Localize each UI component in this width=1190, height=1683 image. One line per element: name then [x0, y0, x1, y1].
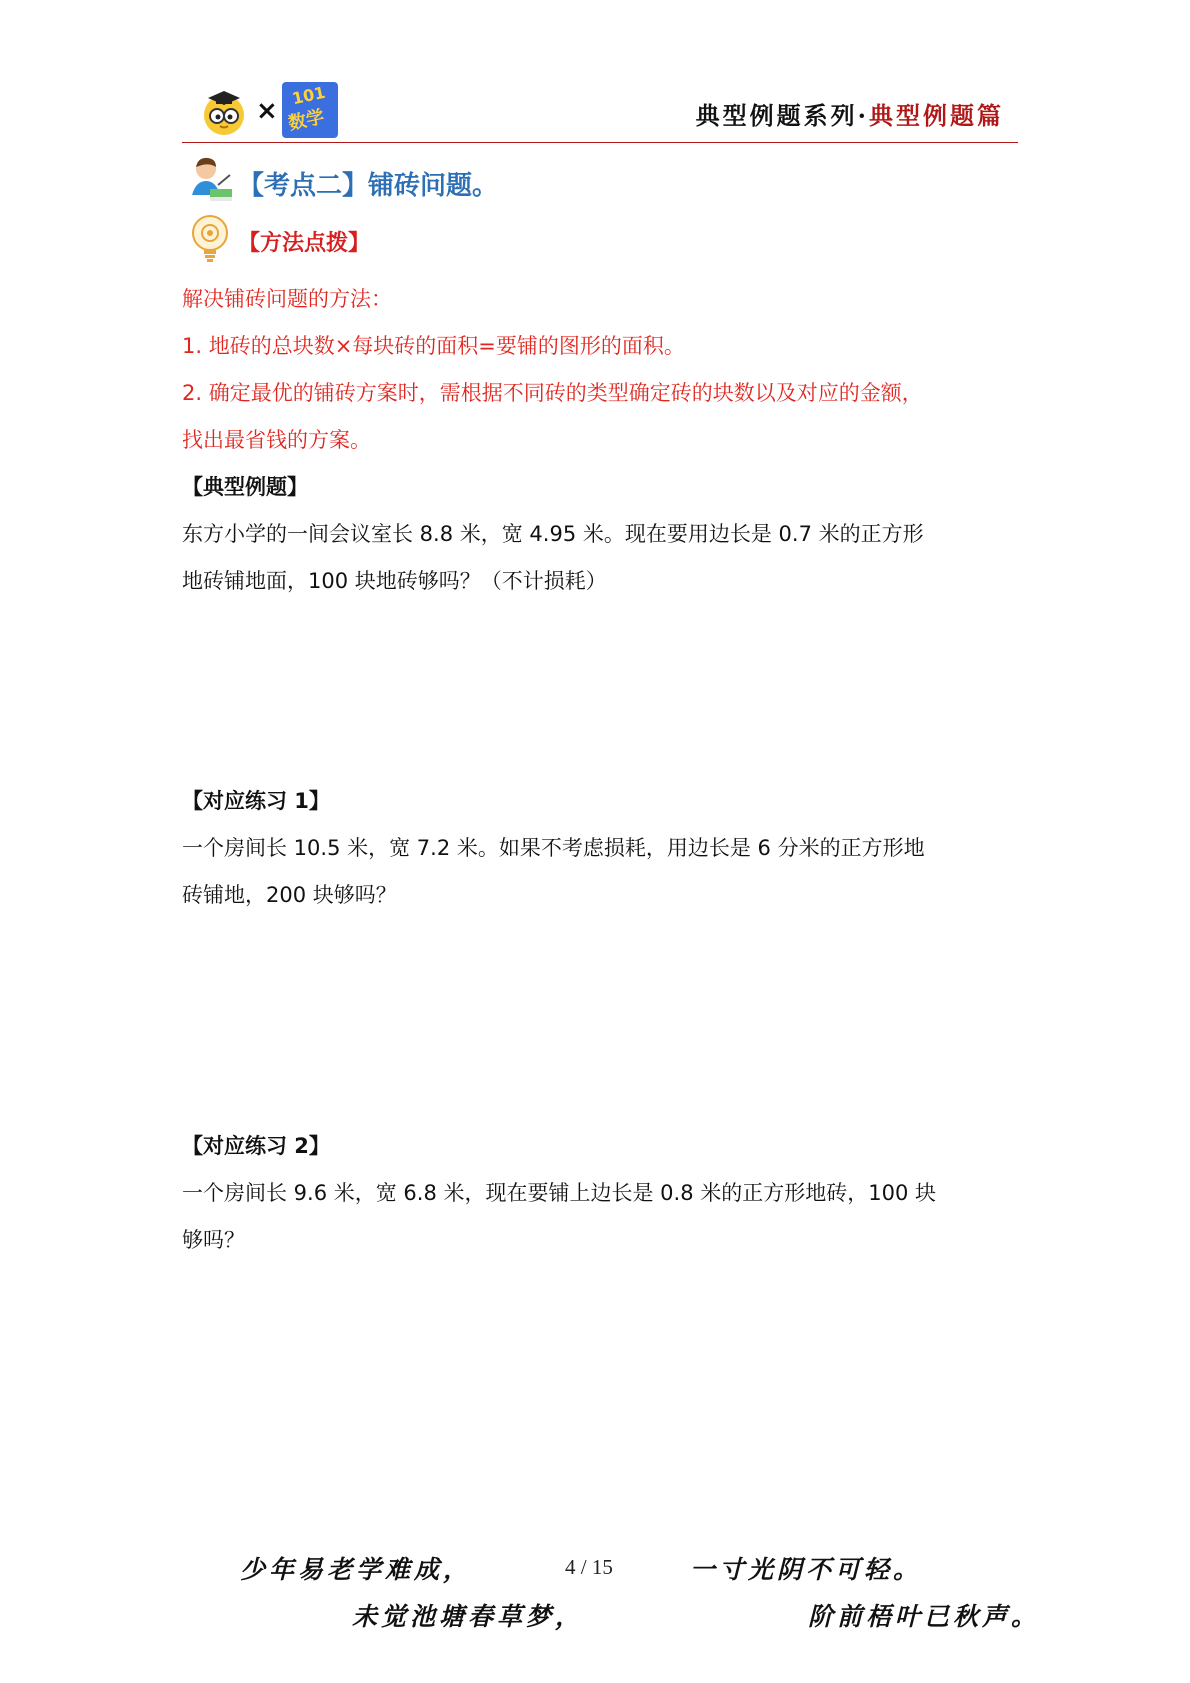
practice2-line-2: 够吗？ — [182, 1228, 245, 1252]
series-title-highlight: 典型例题篇 — [869, 101, 1004, 130]
brand-101-word: 数学 — [286, 106, 327, 135]
method-line-4: 找出最省钱的方案。 — [182, 428, 371, 452]
brand-101-logo — [282, 82, 338, 138]
owl-logo-icon — [200, 88, 248, 136]
poem-line-2: 一寸光阴不可轻。 — [690, 1555, 923, 1584]
practice1-label: 【对应练习 1】 — [182, 789, 330, 813]
student-icon — [188, 155, 234, 205]
practice2-line-1: 一个房间长 9.6 米，宽 6.8 米，现在要铺上边长是 0.8 米的正方形地砖，100 块 — [182, 1181, 936, 1205]
page-header — [182, 78, 1018, 142]
header-divider — [182, 142, 1018, 143]
poem-line-4: 阶前梧叶已秋声。 — [808, 1602, 1041, 1631]
brand-101-number: 101 — [290, 82, 328, 109]
method-line-1: 解决铺砖问题的方法： — [182, 287, 392, 311]
series-title — [696, 96, 1004, 131]
series-title-main: 典型例题系列· — [695, 101, 869, 130]
poem-line-3: 未觉池塘春草梦， — [352, 1602, 585, 1631]
method-label: 【方法点拨】 — [238, 231, 371, 256]
times-sign: × — [256, 96, 278, 126]
method-line-3: 2. 确定最优的铺砖方案时，需根据不同砖的类型确定砖的块数以及对应的金额， — [182, 381, 923, 405]
practice1-line-1: 一个房间长 10.5 米，宽 7.2 米。如果不考虑损耗，用边长是 6 分米的正方形地 — [182, 836, 925, 860]
lightbulb-icon — [188, 213, 232, 265]
practice2-label: 【对应练习 2】 — [182, 1134, 330, 1158]
section-title: 【考点二】铺砖问题。 — [238, 171, 499, 201]
page-number: 4 / 15 — [565, 1555, 613, 1579]
example-line-1: 东方小学的一间会议室长 8.8 米，宽 4.95 米。现在要用边长是 0.7 米的正方形 — [182, 522, 924, 546]
method-line-2: 1. 地砖的总块数×每块砖的面积=要铺的图形的面积。 — [182, 334, 685, 358]
practice1-line-2: 砖铺地，200 块够吗？ — [182, 883, 397, 907]
example-label: 【典型例题】 — [182, 475, 308, 499]
example-line-2: 地砖铺地面，100 块地砖够吗？（不计损耗） — [182, 569, 607, 593]
poem-line-1: 少年易老学难成， — [240, 1555, 473, 1584]
